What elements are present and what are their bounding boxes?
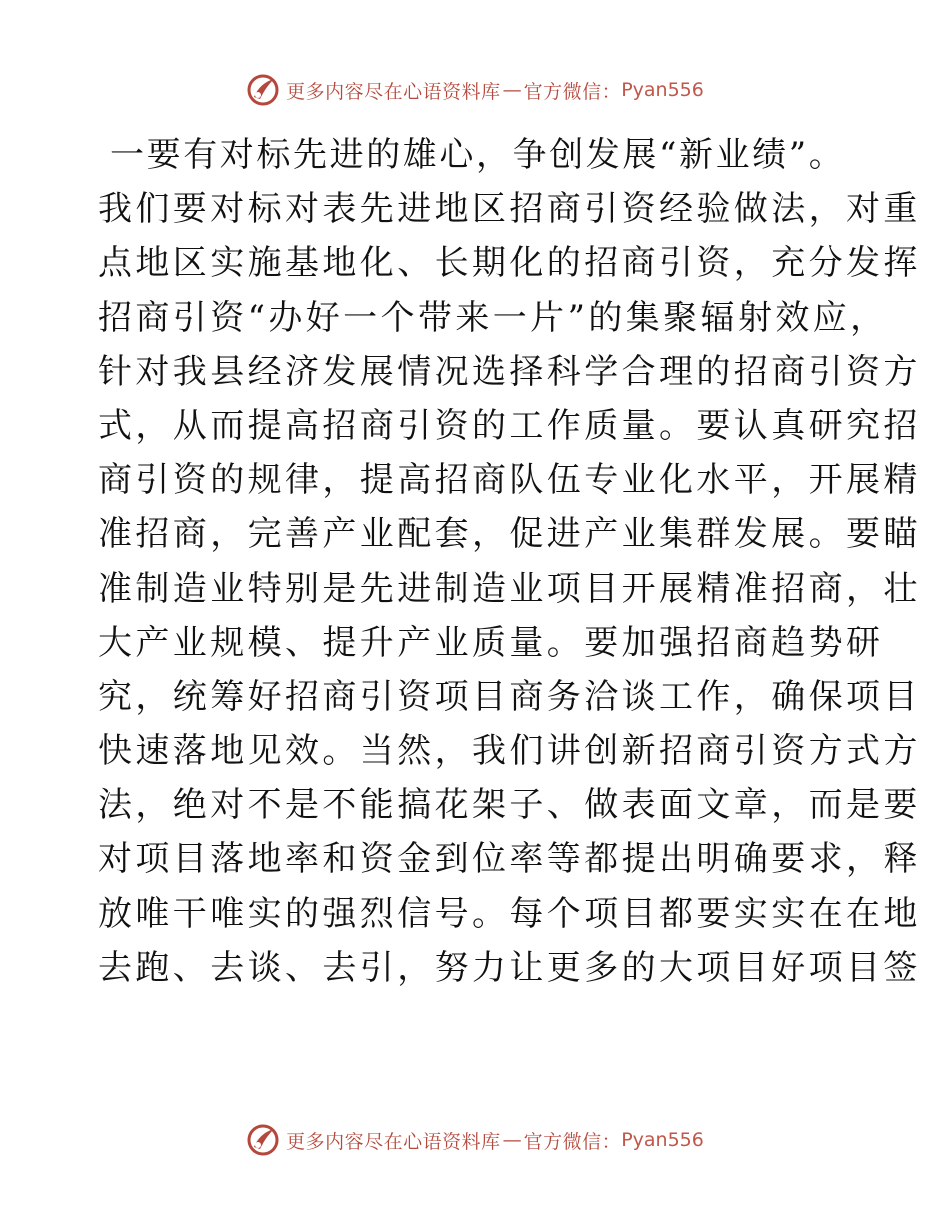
paragraph-line: 点地区实施基地化、长期化的招商引资，充分发挥 [98,243,921,284]
brush-circle-logo-icon [246,73,280,107]
watermark-dash: — [502,1129,522,1151]
paragraph-line: 对项目落地率和资金到位率等都提出明确要求，释 [98,839,921,880]
watermark-brand-text: 更多内容尽在心语资料库 [286,80,501,103]
paragraph-line: 大产业规模、提升产业质量。要加强招商趋势研 [98,622,884,663]
paragraph-line: 放唯干唯实的强烈信号。每个项目都要实实在在地 [98,893,921,934]
paragraph-line: 准招商，完善产业配套，促进产业集群发展。要瞄 [98,514,921,555]
paragraph-line: 针对我县经济发展情况选择科学合理的招商引资方 [98,351,921,392]
paragraph-line: 商引资的规律，提高招商队伍专业化水平，开展精 [98,460,921,501]
paragraph-line: 一要有对标先进的雄心，争创发展“新业绩”。 [110,135,846,175]
paragraph-line: 快速落地见效。当然，我们讲创新招商引资方式方 [98,731,921,772]
watermark-official-label: 官方微信： [523,80,622,103]
paragraph-line: 准制造业特别是先进制造业项目开展精准招商，壮 [98,568,921,609]
paragraph-line: 法，绝对不是不能搞花架子、做表面文章，而是要 [98,785,921,826]
paragraph-line: 究，统筹好招商引资项目商务洽谈工作，确保项目 [98,676,921,717]
watermark-account: Pyan556 [621,1129,704,1151]
watermark-official-label: 官方微信： [523,1130,622,1153]
watermark-brand-text: 更多内容尽在心语资料库 [286,1130,501,1153]
paragraph-line: 招商引资“办好一个带来一片”的集聚辐射效应， [98,297,888,338]
document-body [98,128,921,995]
brush-circle-logo-icon [246,1123,280,1157]
header-watermark [0,70,950,110]
watermark-account: Pyan556 [621,79,704,101]
footer-watermark [0,1120,950,1160]
paragraph-line: 去跑、去谈、去引，努力让更多的大项目好项目签 [98,947,921,988]
paragraph-line: 我们要对标对表先进地区招商引资经验做法，对重 [98,189,921,230]
paragraph-line: 式，从而提高招商引资的工作质量。要认真研究招 [98,405,921,446]
watermark-dash: — [502,79,522,101]
